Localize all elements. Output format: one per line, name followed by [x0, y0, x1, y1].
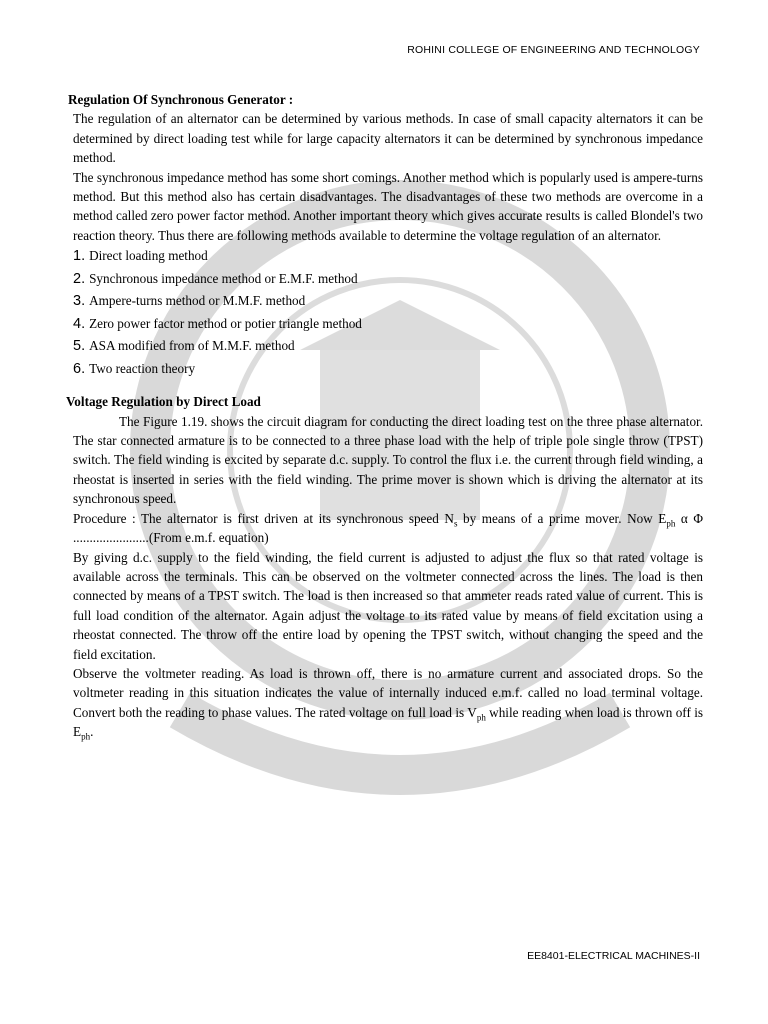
- paragraph: Observe the voltmeter reading. As load is thrown off, there is no armature current and associated drops. So the voltmeter reading in this situation indicates the value of internally induced e.m.f. called no load terminal voltage. Convert both the reading to phase values. The rated voltage on full load is $V_{ph}$ while reading when load is thrown off is $E_{ph}$.: [73, 665, 704, 742]
- list-item: 5. ASA modified from of M.M.F. method: [73, 338, 295, 355]
- paragraph: The Figure 1.19. shows the circuit diagram for conducting the direct loading test on the three phase alternator. The star connected armature is to be connected to a three phase load with the help of triple pole single throw (TPST) switch. The field winding is excited by separate d.c. supply. To control the flux i.e. the current through field winding, a rheostat is inserted in series with the field winding. The prime mover is shown which is driving the alternator at its synchronous speed.: [73, 413, 703, 507]
- list-item: 3. Ampere-turns method or M.M.F. method: [73, 293, 306, 310]
- document-body: [66, 90, 704, 742]
- list-item: 4. Zero power factor method or potier triangle method: [73, 315, 362, 332]
- list-item: 6. Two reaction theory: [73, 360, 196, 377]
- procedure-paragraph: Procedure : The alternator is first driven at its synchronous speed $N_s$ by means of a prime mover. Now $E_{ph}$ α Φ .......................(From e.m.f. equation): [73, 510, 703, 546]
- paragraph: The regulation of an alternator can be determined by various methods. In case of small capacity alternators it can be determined by direct loading test while for large capacity alternators it can be determined by synchronous impedance method.: [73, 111, 703, 166]
- paragraph: By giving d.c. supply to the field winding, the field current is adjusted to adjust the flux so that rated voltage is available across the terminals. This can be observed on the voltmeter connected across the lines. The load is then connected by means of a TPST switch. The load is then increased so that ammeter reads rated value of current. This is full load condition of the alternator. Again adjust the voltage to its rated value by means of field excitation using a rheostat connected. The throw off the entire load by opening the TPST switch, without changing the speed and the field excitation.: [73, 549, 703, 662]
- section-heading-regulation: Regulation Of Synchronous Generator :: [68, 92, 294, 107]
- page-footer: EE8401-ELECTRICAL MACHINES-II: [527, 950, 700, 962]
- list-item: 2. Synchronous impedance method or E.M.F. method: [73, 270, 358, 287]
- page-header: ROHINI COLLEGE OF ENGINEERING AND TECHNOLOGY: [407, 44, 700, 56]
- paragraph: The synchronous impedance method has some short comings. Another method which is popularly used is ampere-turns method. But this method also has certain disadvantages. The disadvantages of these two methods are overcome in a method called zero power factor method. Another important theory which gives accurate results is called Blondel's two reaction theory. Thus there are following methods available to determine the voltage regulation of an alternator.: [73, 169, 703, 243]
- list-item: 1. Direct loading method: [73, 248, 208, 265]
- section-heading-direct-load: Voltage Regulation by Direct Load: [66, 394, 261, 410]
- methods-list: [73, 245, 703, 380]
